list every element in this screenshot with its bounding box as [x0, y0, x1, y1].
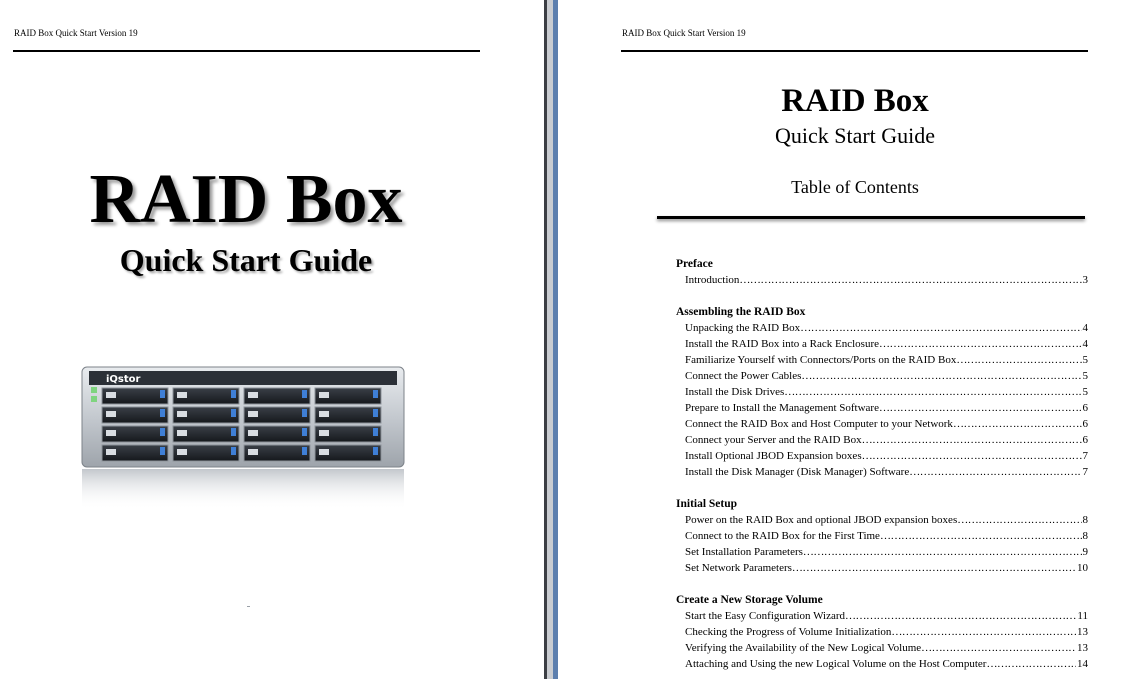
toc-entry-label: Unpacking the RAID Box — [685, 322, 801, 334]
toc-page-number: 10 — [1077, 562, 1088, 574]
drive-bay — [315, 426, 381, 442]
toc-page-number: 6 — [1082, 418, 1088, 430]
header-rule — [621, 50, 1088, 52]
toc-entry-label: Prepare to Install the Management Software — [685, 402, 879, 414]
toc-entry — [676, 512, 1088, 528]
toc-rule — [657, 216, 1085, 219]
drive-bay — [244, 426, 310, 442]
toc-entry — [676, 368, 1088, 384]
toc-section — [676, 304, 1088, 480]
cover-title: RAID Box — [89, 161, 403, 238]
toc-leader-dots — [862, 448, 1082, 464]
toc-entry — [676, 544, 1088, 560]
toc-page-number: 5 — [1082, 386, 1088, 398]
drive-bay — [244, 388, 310, 404]
toc-entry — [676, 448, 1088, 464]
toc-section — [676, 496, 1088, 576]
toc-entry — [676, 656, 1088, 672]
toc-entry — [676, 464, 1088, 480]
drive-bay — [315, 407, 381, 423]
toc-section-title: Initial Setup — [676, 498, 738, 510]
toc-section — [676, 256, 1088, 288]
drive-bay — [102, 407, 168, 423]
toc-entry — [676, 432, 1088, 448]
toc-entry-label: Install Optional JBOD Expansion boxes — [685, 450, 862, 462]
toc-section-title: Create a New Storage Volume — [676, 594, 823, 606]
toc-page-title: RAID Box — [781, 83, 929, 119]
toc-page-number: 4 — [1082, 322, 1088, 334]
drive-bay — [102, 426, 168, 442]
toc-entry — [676, 336, 1088, 352]
toc-page-number: 13 — [1077, 626, 1088, 638]
toc-leader-dots — [792, 560, 1076, 576]
toc-page-number: 4 — [1082, 338, 1088, 350]
toc-leader-dots — [879, 400, 1082, 416]
toc-leader-dots — [909, 464, 1081, 480]
drive-bay — [315, 445, 381, 461]
toc-entry — [676, 384, 1088, 400]
toc-page-number: 5 — [1082, 370, 1088, 382]
toc-entry — [676, 640, 1088, 656]
drive-bay — [173, 407, 239, 423]
toc-entry-label: Connect your Server and the RAID Box — [685, 434, 862, 446]
table-of-contents — [676, 256, 1088, 679]
toc-entry-label: Verifying the Availability of the New Logical Volume — [685, 642, 922, 654]
toc-page-number: 3 — [1082, 274, 1088, 286]
raid-enclosure-image — [80, 357, 406, 512]
toc-page-subtitle: Quick Start Guide — [774, 123, 936, 148]
toc-entry-label: Install the RAID Box into a Rack Enclosure — [685, 338, 879, 350]
toc-entry-label: Set Installation Parameters — [685, 546, 803, 558]
toc-leader-dots — [956, 352, 1081, 368]
toc-entry — [676, 624, 1088, 640]
toc-entry-label: Install the Disk Manager (Disk Manager) Software — [685, 466, 910, 478]
toc-entry — [676, 400, 1088, 416]
header-rule — [13, 50, 480, 52]
toc-page-number: 6 — [1082, 434, 1088, 446]
toc-entry-label: Connect to the RAID Box for the First Time — [685, 530, 880, 542]
toc-leader-dots — [921, 640, 1076, 656]
running-header: RAID Box Quick Start Version 19 — [14, 28, 138, 38]
cover-page — [0, 0, 544, 679]
toc-leader-dots — [801, 368, 1081, 384]
toc-leader-dots — [739, 272, 1081, 288]
running-header: RAID Box Quick Start Version 19 — [622, 28, 746, 38]
toc-page-number: 5 — [1082, 354, 1088, 366]
toc-page-number: 11 — [1077, 610, 1088, 622]
toc-page-number: 8 — [1082, 530, 1088, 542]
toc-entry-label: Start the Easy Configuration Wizard — [685, 610, 846, 622]
toc-page-number: 14 — [1077, 658, 1088, 670]
page-mark — [247, 606, 250, 607]
toc-leader-dots — [891, 624, 1076, 640]
toc-entry — [676, 528, 1088, 544]
toc-page-number: 9 — [1082, 546, 1088, 558]
toc-page — [558, 0, 1144, 679]
toc-section — [676, 592, 1088, 672]
toc-entry — [676, 272, 1088, 288]
drive-bay — [102, 388, 168, 404]
toc-entry-label: Checking the Progress of Volume Initialization — [685, 626, 892, 638]
cover-subtitle: Quick Start Guide — [119, 242, 373, 278]
toc-leader-dots — [803, 544, 1082, 560]
toc-entry — [676, 560, 1088, 576]
toc-entry-label: Power on the RAID Box and optional JBOD expansion boxes — [685, 514, 958, 526]
toc-entry — [676, 608, 1088, 624]
toc-leader-dots — [880, 528, 1082, 544]
toc-entry-label: Familiarize Yourself with Connectors/Ports on the RAID Box — [685, 354, 957, 366]
page-gutter — [544, 0, 558, 679]
toc-page-number: 8 — [1082, 514, 1088, 526]
toc-heading: Table of Contents — [791, 177, 919, 197]
page-edge — [544, 0, 547, 679]
toc-leader-dots — [953, 416, 1082, 432]
drive-bay — [173, 388, 239, 404]
toc-entry-label: Connect the Power Cables — [685, 370, 802, 382]
drive-bay — [244, 407, 310, 423]
drive-bay — [173, 445, 239, 461]
toc-page-number: 13 — [1077, 642, 1088, 654]
brand-label: iQstor — [106, 374, 141, 385]
toc-entry-label: Attaching and Using the new Logical Volume on the Host Computer — [685, 658, 987, 670]
drive-bay — [244, 445, 310, 461]
toc-page-number: 6 — [1082, 402, 1088, 414]
toc-page-number: 7 — [1082, 450, 1088, 462]
drive-bay — [173, 426, 239, 442]
toc-leader-dots — [845, 608, 1076, 624]
toc-leader-dots — [784, 384, 1081, 400]
toc-leader-dots — [879, 336, 1082, 352]
toc-entry-label: Connect the RAID Box and Host Computer to your Network — [685, 418, 953, 430]
toc-leader-dots — [957, 512, 1081, 528]
drive-bay — [315, 388, 381, 404]
toc-leader-dots — [800, 320, 1081, 336]
toc-entry-label: Install the Disk Drives — [685, 386, 785, 398]
toc-entry-label: Set Network Parameters — [685, 562, 792, 574]
toc-leader-dots — [986, 656, 1076, 672]
toc-entry — [676, 352, 1088, 368]
toc-page-number: 7 — [1082, 466, 1088, 478]
toc-entry — [676, 320, 1088, 336]
toc-section-title: Preface — [676, 258, 713, 270]
toc-leader-dots — [862, 432, 1082, 448]
toc-entry-label: Introduction — [685, 274, 740, 286]
toc-entry — [676, 416, 1088, 432]
toc-section-title: Assembling the RAID Box — [676, 306, 806, 318]
drive-bay — [102, 445, 168, 461]
